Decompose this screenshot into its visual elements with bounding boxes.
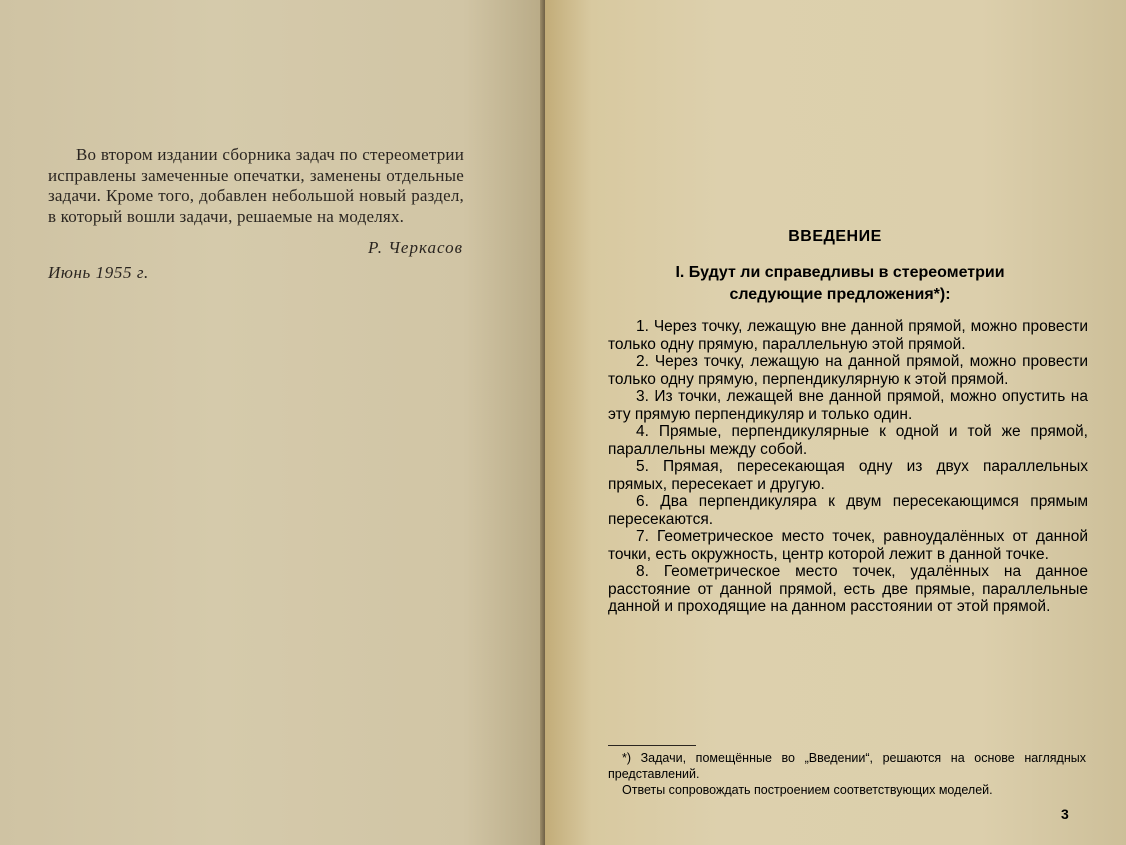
- page-number: 3: [1061, 806, 1069, 822]
- footnote-line: Ответы сопровождать построением соответствующих моделей.: [622, 783, 993, 797]
- problem-item: 7. Геометрическое место точек, равноудалённых от данной точки, есть окружность, центр которой лежит в данной точке.: [608, 528, 1088, 563]
- footnote-line: *) Задачи, помещённые во „Введении“, решаются на основе наглядных представлений.: [608, 751, 1086, 781]
- problem-item: 6. Два перпендикуляра к двум пересекающимся прямым пересекаются.: [608, 493, 1088, 528]
- problem-item: 3. Из точки, лежащей вне данной прямой, можно опустить на эту прямую перпендикуляр и только один.: [608, 388, 1088, 423]
- author-signature: Р. Черкасов: [368, 238, 463, 257]
- preface-date: Июнь 1955 г.: [48, 263, 149, 282]
- problem-item: 8. Геометрическое место точек, удалённых на данное расстояние от данной прямой, есть две прямые, параллельные данной и проходящие на данном расстоянии от этой прямой.: [608, 563, 1088, 615]
- problem-item: 5. Прямая, пересекающая одну из двух параллельных прямых, пересекает и другую.: [608, 458, 1088, 493]
- left-page: [0, 0, 545, 845]
- problem-item: 1. Через точку, лежащую вне данной прямой, можно провести только одну прямую, параллельную этой прямой.: [608, 318, 1088, 353]
- footnote-divider: [608, 745, 696, 746]
- preface-text: Во втором издании сборника задач по стереометрии исправлены замеченные опечатки, заменены отдельные задачи. Кроме того, добавлен небольшой новый раздел, в который вошли задачи, решаемые на моделях.: [48, 145, 464, 226]
- problem-item: 4. Прямые, перпендикулярные к одной и той же прямой, параллельны между собой.: [608, 423, 1088, 458]
- problem-list: [608, 318, 1088, 616]
- section-heading: I. Будут ли справедливы в стереометрии следующие предложения*):: [675, 264, 1005, 303]
- footnote: [608, 750, 1086, 798]
- introduction-title: ВВЕДЕНИЕ: [788, 228, 882, 245]
- problem-item: 2. Через точку, лежащую на данной прямой, можно провести только одну прямую, перпендикулярную к этой прямой.: [608, 353, 1088, 388]
